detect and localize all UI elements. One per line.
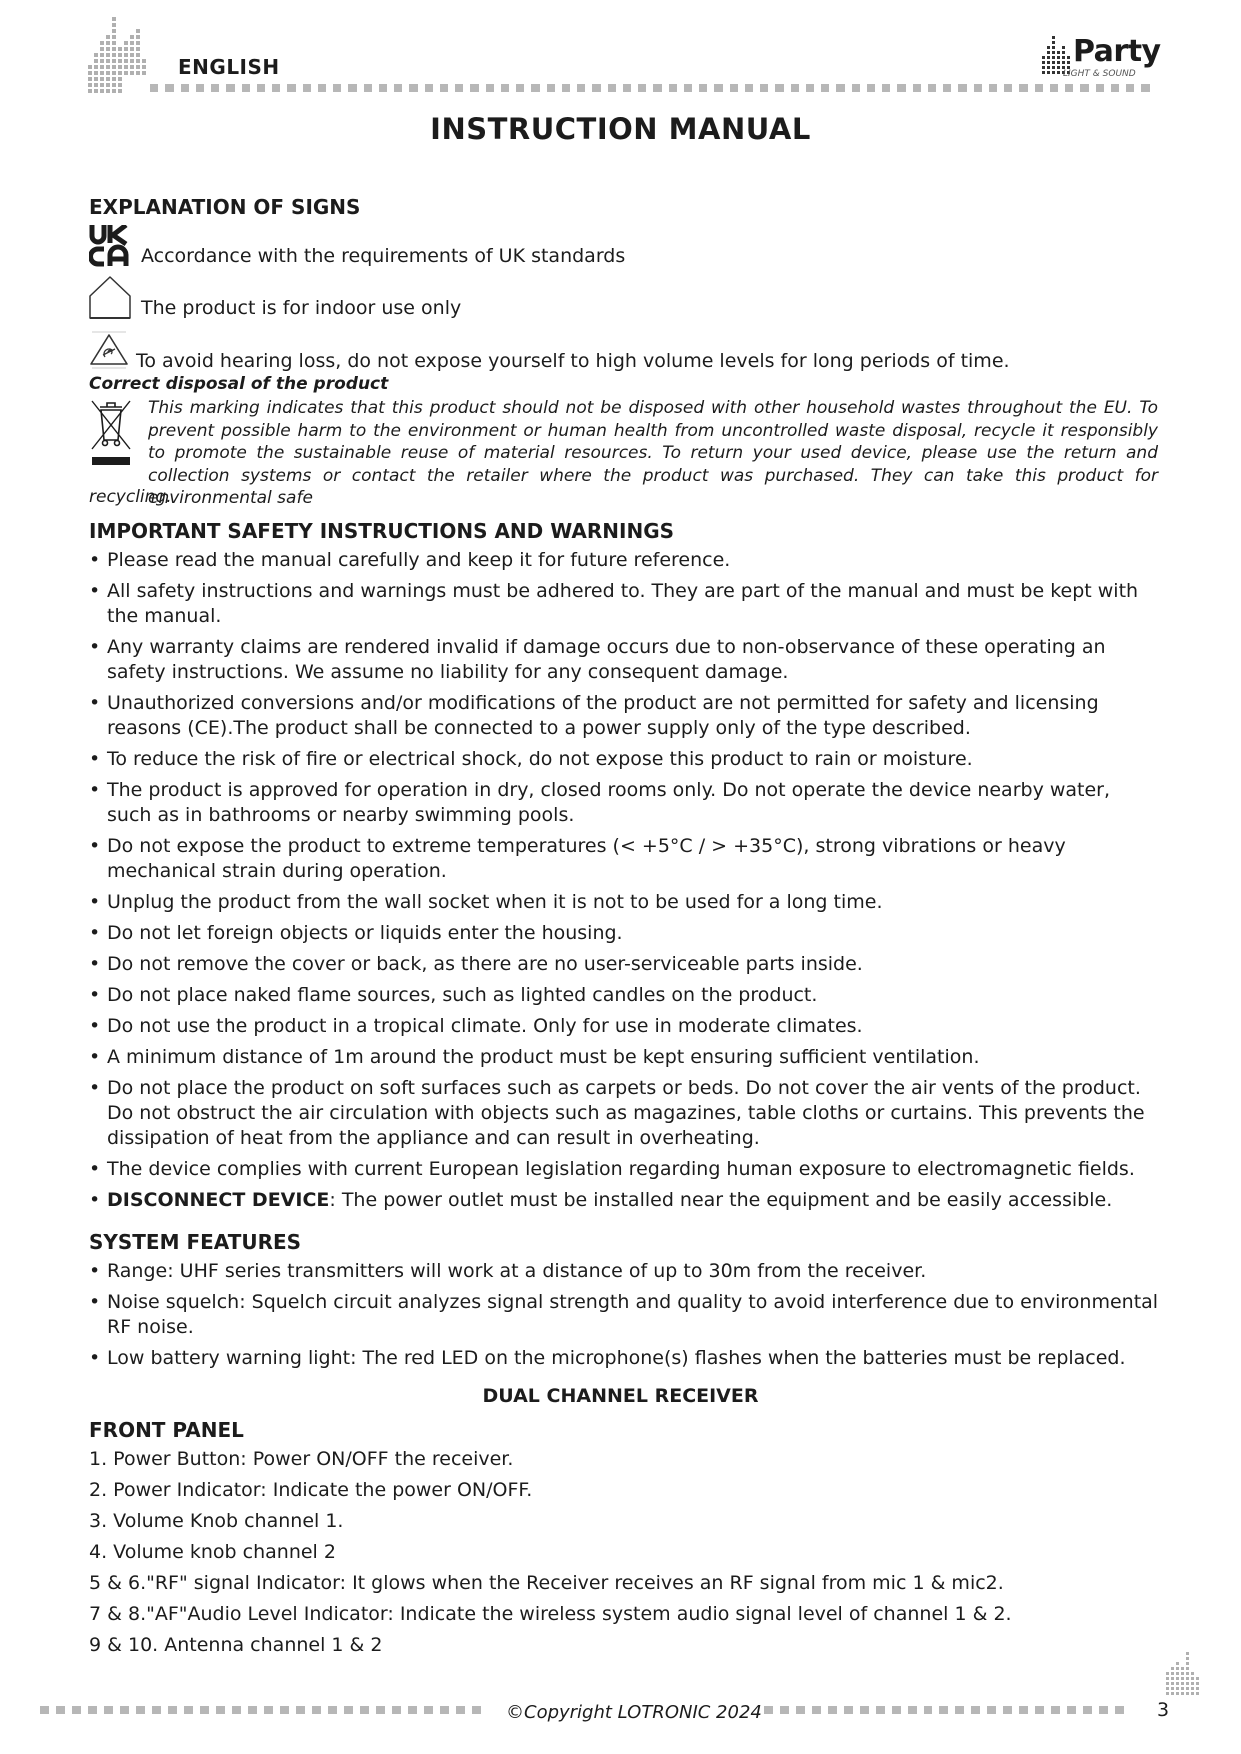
- features-list: [89, 1259, 1159, 1377]
- signs-heading: EXPLANATION OF SIGNS: [89, 195, 361, 219]
- list-item: • Any warranty claims are rendered invalid if damage occurs due to non-observance of these operating an safety instructions. We assume no liability for any consequent damage.: [89, 635, 1159, 685]
- brand-tagline: LIGHT & SOUND: [1063, 69, 1136, 79]
- features-heading: SYSTEM FEATURES: [89, 1230, 302, 1254]
- receiver-heading: DUAL CHANNEL RECEIVER: [482, 1385, 759, 1407]
- list-item: • Do not let foreign objects or liquids enter the housing.: [89, 921, 1159, 946]
- disposal-text-tail: recycling.: [89, 487, 172, 507]
- list-item: 1. Power Button: Power ON/OFF the receiver.: [89, 1448, 514, 1470]
- list-item: • The product is approved for operation in dry, closed rooms only. Do not operate the device nearby water, such as in bathrooms or nearby swimming pools.: [89, 778, 1159, 828]
- safety-heading: IMPORTANT SAFETY INSTRUCTIONS AND WARNINGS: [89, 519, 675, 543]
- list-item: • Range: UHF series transmitters will work at a distance of up to 30m from the receiver.: [89, 1259, 1159, 1284]
- list-item: • A minimum distance of 1m around the product must be kept ensuring sufficient ventilation.: [89, 1045, 1159, 1070]
- list-item: • Noise squelch: Squelch circuit analyzes signal strength and quality to avoid interference due to environmental RF noise.: [89, 1290, 1159, 1340]
- list-item: • To reduce the risk of fire or electrical shock, do not expose this product to rain or moisture.: [89, 747, 1159, 772]
- list-item: • The device complies with current European legislation regarding human exposure to electromagnetic fields.: [89, 1157, 1159, 1182]
- list-item: 9 & 10. Antenna channel 1 & 2: [89, 1634, 383, 1656]
- list-item: • Unauthorized conversions and/or modifications of the product are not permitted for safety and licensing reasons (CE).The product shall be connected to a power supply only of the type described.: [89, 691, 1159, 741]
- list-item: • Unplug the product from the wall socket when it is not to be used for a long time.: [89, 890, 1159, 915]
- list-item: 7 & 8."AF"Audio Level Indicator: Indicate the wireless system audio signal level of channel 1 & 2.: [89, 1603, 1012, 1625]
- disconnect-text: : The power outlet must be installed near the equipment and be easily accessible.: [329, 1189, 1113, 1211]
- disposal-text: This marking indicates that this product should not be disposed with other household wastes throughout the EU. To prevent possible harm to the environment or human health from uncontrolled waste disposal, recycle it responsibly to promote the sustainable reuse of material resources. To return your used device, please use the return and collection systems or contact the retailer where the product was purchased. They can take this product for environmental safe: [148, 398, 1158, 508]
- hearing-warning-icon: [88, 330, 130, 370]
- footer-divider-left: [40, 1706, 492, 1714]
- ukca-text: Accordance with the requirements of UK standards: [141, 245, 626, 267]
- ukca-mark-icon: [89, 225, 131, 267]
- list-item: 2. Power Indicator: Indicate the power ON/OFF.: [89, 1479, 533, 1501]
- indoor-text: The product is for indoor use only: [141, 297, 462, 319]
- list-item: • All safety instructions and warnings must be adhered to. They are part of the manual and must be kept with the manual.: [89, 579, 1159, 629]
- copyright-text: ©Copyright LOTRONIC 2024: [506, 1702, 762, 1723]
- list-item: [89, 1188, 1159, 1213]
- page-title: INSTRUCTION MANUAL: [430, 112, 811, 146]
- list-item: • Do not place the product on soft surfaces such as carpets or beds. Do not cover the air vents of the product. Do not obstruct the air circulation with objects such as magazines, table cloths or curtains. This prevents the dissipation of heat from the appliance and can result in overheating.: [89, 1076, 1159, 1151]
- safety-list: [89, 548, 1159, 1219]
- list-item: 5 & 6."RF" signal Indicator: It glows when the Receiver receives an RF signal from mic 1 & mic2.: [89, 1572, 1004, 1594]
- indoor-house-icon: [88, 274, 132, 320]
- list-item: • Do not remove the cover or back, as there are no user-serviceable parts inside.: [89, 952, 1159, 977]
- footer-pixel-icon: [1160, 1650, 1204, 1700]
- list-item: • Do not use the product in a tropical climate. Only for use in moderate climates.: [89, 1014, 1159, 1039]
- list-item: • Please read the manual carefully and keep it for future reference.: [89, 548, 1159, 573]
- weee-bin-icon: [89, 397, 133, 467]
- list-item: • Do not expose the product to extreme temperatures (< +5°C / > +35°C), strong vibrations or heavy mechanical strain during operation.: [89, 834, 1159, 884]
- hearing-text: To avoid hearing loss, do not expose yourself to high volume levels for long periods of time.: [136, 350, 1010, 372]
- list-item: • Do not place naked flame sources, such as lighted candles on the product.: [89, 983, 1159, 1008]
- list-item: 3. Volume Knob channel 1.: [89, 1510, 344, 1532]
- disconnect-label: DISCONNECT DEVICE: [107, 1189, 330, 1211]
- disposal-heading: Correct disposal of the product: [89, 374, 389, 394]
- brand-name: Party: [1073, 34, 1161, 69]
- front-panel-heading: FRONT PANEL: [89, 1418, 244, 1442]
- footer-divider-right: [764, 1706, 1124, 1714]
- list-item: • Low battery warning light: The red LED on the microphone(s) flashes when the batteries must be replaced.: [89, 1346, 1159, 1371]
- front-panel-list: [89, 1447, 1012, 1664]
- header-divider: [150, 84, 1150, 92]
- list-item: 4. Volume knob channel 2: [89, 1541, 336, 1563]
- page-number: 3: [1157, 1699, 1170, 1721]
- language-label: ENGLISH: [178, 55, 280, 79]
